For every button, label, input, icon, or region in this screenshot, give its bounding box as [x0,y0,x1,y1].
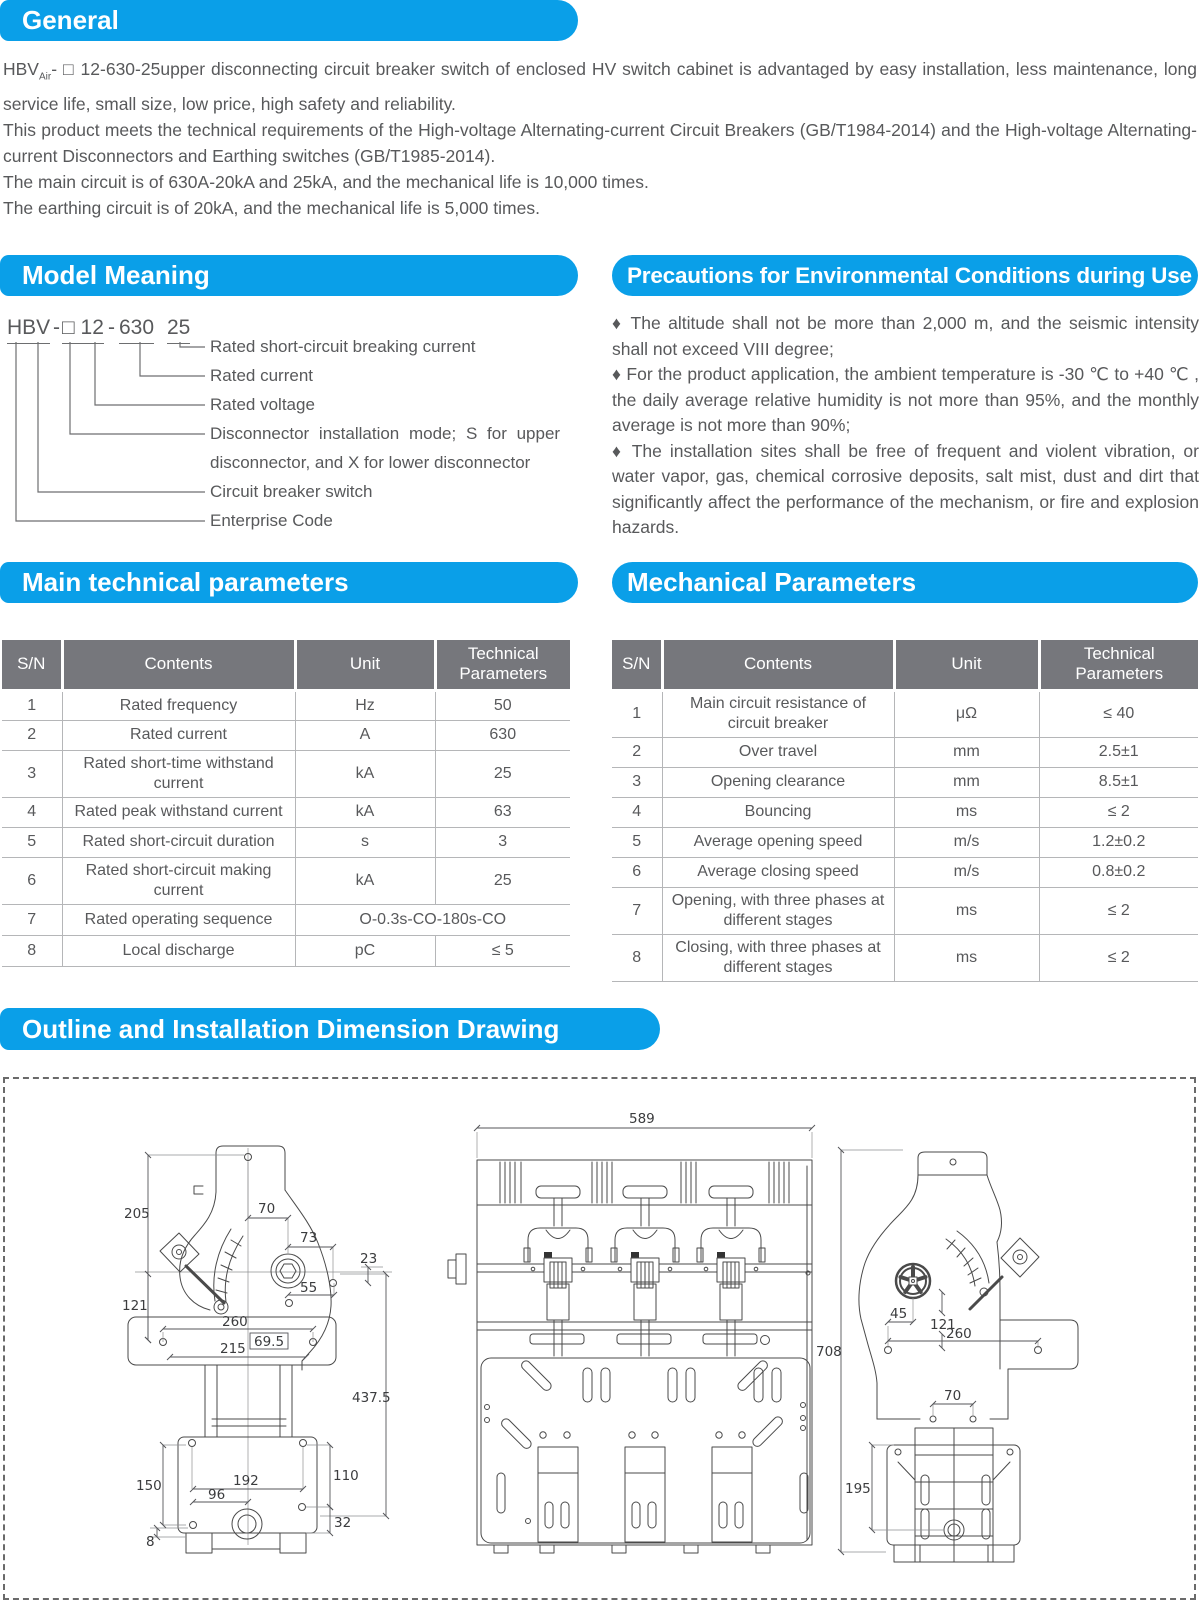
cell-contents: Rated peak withstand current [62,797,295,827]
general-paragraphs [3,56,1197,221]
cell-sn: 4 [2,797,62,827]
table-row [2,935,570,966]
cell-value-span: O-0.3s-CO-180s-CO [295,904,570,935]
table-header-row [612,640,1198,690]
model-code-dash1: - [53,316,60,339]
cell-value: 0.8±0.2 [1039,857,1198,887]
table-row [2,720,570,750]
cell-sn: 1 [2,690,62,720]
precaution-item: ♦ The installation sites shall be free of frequent and violent vibration, or water vapor, gas, chemical corrosive deposits, salt mist, dust and dirt that significantly affect the performance of the mechanism, or fire and explosion hazards. [612,440,1199,537]
cell-value: ≤ 2 [1039,887,1198,934]
cell-sn: 5 [612,827,662,857]
cell-contents: Average closing speed [662,857,894,887]
cell-contents: Rated short-time withstand current [62,750,295,797]
cell-unit: Hz [295,690,435,720]
cell-value: 2.5±1 [1039,737,1198,767]
dim-121: 121 [122,1298,148,1314]
cell-unit: mm [894,737,1039,767]
cell-value: 8.5±1 [1039,767,1198,797]
dim-215: 215 [220,1341,246,1357]
cell-contents: Rated short-circuit making current [62,857,295,904]
cell-contents: Opening, with three phases at different stages [662,887,894,934]
dim-69-5: 69.5 [254,1334,285,1350]
dim-55: 55 [300,1280,318,1296]
cell-unit: kA [295,797,435,827]
col-header-sn: S/N [2,640,62,690]
dim-121-right: 121 [930,1317,956,1333]
dim-192: 192 [233,1473,259,1489]
table-row [612,857,1198,887]
right-side-view [845,1152,1078,1562]
cell-value: 25 [435,857,570,904]
cell-contents: Rated current [62,720,295,750]
model-label-enterprise-code: Enterprise Code [210,511,333,530]
general-paragraph-1-text: - □ 12-630-25upper disconnecting circuit breaker switch of enclosed HV switch cabinet is advantaged by easy installation, less maintenance, long service life, small size, low price, high safety and reliability. [3,59,1197,114]
section-banner-main-parameters [0,562,578,603]
table-row [612,887,1198,934]
cell-sn: 6 [612,857,662,887]
table-row [612,737,1198,767]
cell-contents: Local discharge [62,935,295,966]
table-row [2,797,570,827]
model-code-630: 630 [119,316,154,344]
cell-unit: A [295,720,435,750]
cell-contents: Rated frequency [62,690,295,720]
table-row [2,904,570,935]
cell-value: 3 [435,827,570,857]
left-side-view [122,1146,903,1553]
table-row [612,827,1198,857]
section-title-general: General [22,5,119,35]
cell-contents: Opening clearance [662,767,894,797]
dim-96: 96 [208,1487,226,1503]
dim-437-5: 437.5 [352,1390,391,1406]
general-paragraph-1 [3,56,1197,117]
model-label-install-mode-line1: Disconnector installation mode; S for upper [210,424,561,443]
section-banner-mechanical-parameters [612,562,1198,603]
cell-sn: 6 [2,857,62,904]
cell-unit: pC [295,935,435,966]
cell-unit: kA [295,857,435,904]
table-row [612,797,1198,827]
cell-unit: ms [894,887,1039,934]
table-row [612,767,1198,797]
col-header-tech-params: Technical Parameters [435,640,570,690]
model-prefix: HBV [3,59,39,79]
cell-value: 1.2±0.2 [1039,827,1198,857]
cell-contents: Main circuit resistance of circuit breaker [662,690,894,737]
cell-sn: 8 [2,935,62,966]
cell-contents: Average opening speed [662,827,894,857]
cell-value: ≤ 2 [1039,797,1198,827]
cell-sn: 2 [612,737,662,767]
model-code-hbv: HBV [7,316,50,344]
section-title-main-parameters: Main technical parameters [22,567,349,597]
precaution-item: ♦ For the product application, the ambient temperature is -30 ℃ to +40 ℃ , the daily average relative humidity is not more than 95%, and the monthly average is not more than 90%; [612,364,1199,435]
cell-sn: 5 [2,827,62,857]
model-label-rated-current: Rated current [210,366,313,385]
dim-70: 70 [258,1201,276,1217]
model-code-box-12: □ 12 [62,316,104,344]
main-parameters-table-wrap [2,640,570,967]
cell-sn: 1 [612,690,662,737]
general-paragraph-2: This product meets the technical requirements of the High-voltage Alternating-current Circuit Breakers (GB/T1984-2014) and the High-voltage Alternating-current Disconnectors and Earthing switches (GB/T1985-2014). [3,119,1197,166]
dim-260: 260 [222,1314,248,1330]
dim-260-right: 260 [946,1326,972,1342]
col-header-unit: Unit [295,640,435,690]
general-paragraph-4: The earthing circuit is of 20kA, and the mechanical life is 5,000 times. [3,197,540,218]
section-banner-precautions [612,255,1198,296]
dimension-drawing [3,1077,1196,1600]
dim-8: 8 [146,1534,155,1550]
section-title-mechanical-parameters: Mechanical Parameters [627,567,917,597]
cell-unit: m/s [894,827,1039,857]
col-header-sn: S/N [612,640,662,690]
cell-value: ≤ 5 [435,935,570,966]
model-label-rated-voltage: Rated voltage [210,395,315,414]
table-row [612,934,1198,981]
cell-sn: 8 [612,934,662,981]
dim-589: 589 [629,1111,655,1127]
precaution-item: ♦ The altitude shall not be more than 2,000 m, and the seismic intensity shall not exceed VIII degree; [612,313,1199,359]
dim-708: 708 [816,1344,842,1360]
col-header-contents: Contents [62,640,295,690]
dim-32: 32 [334,1515,352,1531]
cell-unit: ms [894,797,1039,827]
cell-value: 63 [435,797,570,827]
cell-unit: μΩ [894,690,1039,737]
cell-value: ≤ 2 [1039,934,1198,981]
dim-150: 150 [136,1478,162,1494]
main-parameters-table [2,640,570,967]
mechanical-parameters-table [612,640,1198,982]
dim-45: 45 [890,1306,908,1322]
cell-sn: 3 [612,767,662,797]
cell-sn: 4 [612,797,662,827]
cell-value: 25 [435,750,570,797]
cell-unit: mm [894,767,1039,797]
precautions-list [612,311,1199,541]
section-title-outline-drawing: Outline and Installation Dimension Drawing [22,1013,560,1044]
cell-value: 630 [435,720,570,750]
cell-contents: Bouncing [662,797,894,827]
col-header-tech-params: Technical Parameters [1039,640,1198,690]
model-code-diagram [0,300,600,550]
model-label-circuit-breaker-switch: Circuit breaker switch [210,482,373,501]
col-header-unit: Unit [894,640,1039,690]
cell-value: 50 [435,690,570,720]
table-header-row [2,640,570,690]
cell-contents: Rated short-circuit duration [62,827,295,857]
cell-contents: Rated operating sequence [62,904,295,935]
model-code-25: 25 [167,316,190,344]
table-row [2,690,570,720]
dim-23: 23 [360,1251,378,1267]
cell-unit: s [295,827,435,857]
cell-contents: Over travel [662,737,894,767]
cell-unit: ms [894,934,1039,981]
model-code-dash2: - [108,316,115,339]
general-paragraph-3: The main circuit is of 630A-20kA and 25kA, and the mechanical life is 10,000 times. [3,171,649,192]
section-banner-general [0,0,578,41]
cell-sn: 7 [2,904,62,935]
col-header-contents: Contents [662,640,894,690]
cell-sn: 7 [612,887,662,934]
cell-contents: Closing, with three phases at different stages [662,934,894,981]
dim-73: 73 [300,1230,318,1246]
model-label-breaking-current: Rated short-circuit breaking current [210,337,476,356]
cell-unit: m/s [894,857,1039,887]
section-banner-outline-drawing [0,1008,660,1050]
cell-value: ≤ 40 [1039,690,1198,737]
model-label-install-mode-line2: disconnector, and X for lower disconnector [210,453,531,472]
dim-195: 195 [845,1481,871,1497]
section-title-model-meaning: Model Meaning [22,260,210,290]
model-subscript: Air [38,71,52,83]
table-row [2,827,570,857]
dim-110: 110 [333,1468,359,1484]
dim-70-right: 70 [944,1388,962,1404]
table-row [2,857,570,904]
cell-sn: 3 [2,750,62,797]
section-banner-model-meaning [0,255,578,296]
front-view [448,1111,842,1553]
section-title-precautions: Precautions for Environmental Conditions during Use [627,262,1192,288]
cell-unit: kA [295,750,435,797]
table-row [612,690,1198,737]
table-row [2,750,570,797]
dim-205: 205 [124,1206,150,1222]
mechanical-parameters-table-wrap [612,640,1198,982]
cell-sn: 2 [2,720,62,750]
